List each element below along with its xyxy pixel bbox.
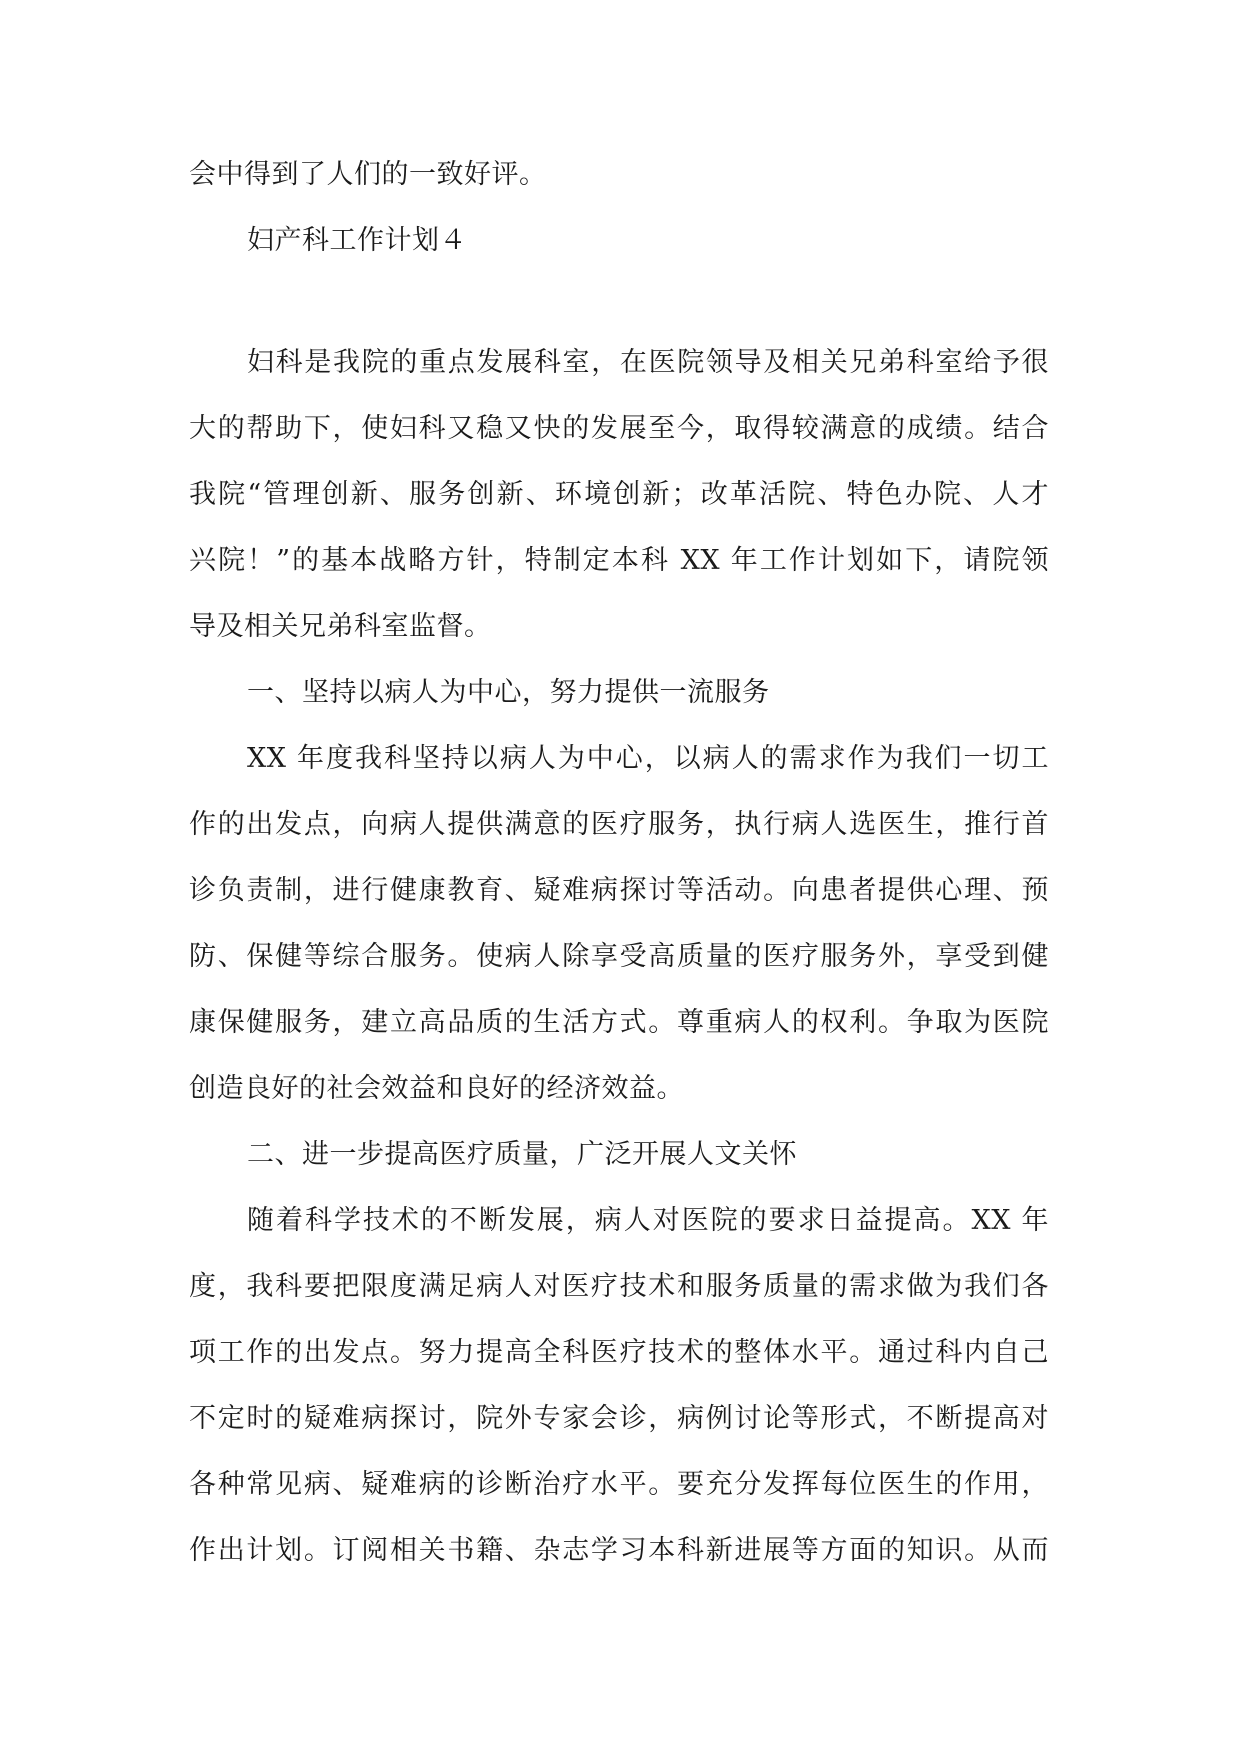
paragraph-line: 作的出发点，向病人提供满意的医疗服务，执行病人选医生，推行首 bbox=[189, 809, 1049, 840]
paragraph-line: 会中得到了人们的一致好评。 bbox=[189, 159, 547, 190]
paragraph-line: 康保健服务，建立高品质的生活方式。尊重病人的权利。争取为医院 bbox=[189, 1007, 1049, 1038]
paragraph-line: XX 年度我科坚持以病人为中心，以病人的需求作为我们一切工 bbox=[247, 743, 1049, 774]
paragraph-line: 项工作的出发点。努力提高全科医疗技术的整体水平。通过科内自己 bbox=[189, 1337, 1049, 1368]
paragraph-line: 各种常见病、疑难病的诊断治疗水平。要充分发挥每位医生的作用， bbox=[189, 1469, 1049, 1500]
paragraph-line: 防、保健等综合服务。使病人除享受高质量的医疗服务外，享受到健 bbox=[189, 941, 1049, 972]
section-heading: 一、坚持以病人为中心，努力提供一流服务 bbox=[247, 677, 770, 708]
paragraph-line: 创造良好的社会效益和良好的经济效益。 bbox=[189, 1073, 684, 1104]
document-body bbox=[189, 155, 1049, 1597]
paragraph-line: 导及相关兄弟科室监督。 bbox=[189, 611, 492, 642]
paragraph-line: 不定时的疑难病探讨，院外专家会诊，病例讨论等形式，不断提高对 bbox=[189, 1403, 1049, 1434]
section-heading: 二、进一步提高医疗质量，广泛开展人文关怀 bbox=[247, 1139, 797, 1170]
paragraph-line: 诊负责制，进行健康教育、疑难病探讨等活动。向患者提供心理、预 bbox=[189, 875, 1049, 906]
paragraph-line: 大的帮助下，使妇科又稳又快的发展至今，取得较满意的成绩。结合 bbox=[189, 413, 1049, 444]
blank-space bbox=[189, 287, 1049, 343]
paragraph-line: 我院“管理创新、服务创新、环境创新；改革活院、特色办院、人才 bbox=[189, 479, 1049, 510]
paragraph-line: 妇科是我院的重点发展科室，在医院领导及相关兄弟科室给予很 bbox=[247, 347, 1049, 378]
paragraph-line: 随着科学技术的不断发展，病人对医院的要求日益提高。XX 年 bbox=[247, 1205, 1049, 1236]
paragraph-line: 作出计划。订阅相关书籍、杂志学习本科新进展等方面的知识。从而 bbox=[189, 1535, 1049, 1566]
section-title: 妇产科工作计划４ bbox=[247, 225, 467, 256]
paragraph-line: 兴院！”的基本战略方针，特制定本科 XX 年工作计划如下，请院领 bbox=[189, 545, 1049, 576]
paragraph-line: 度，我科要把限度满足病人对医疗技术和服务质量的需求做为我们各 bbox=[189, 1271, 1049, 1302]
